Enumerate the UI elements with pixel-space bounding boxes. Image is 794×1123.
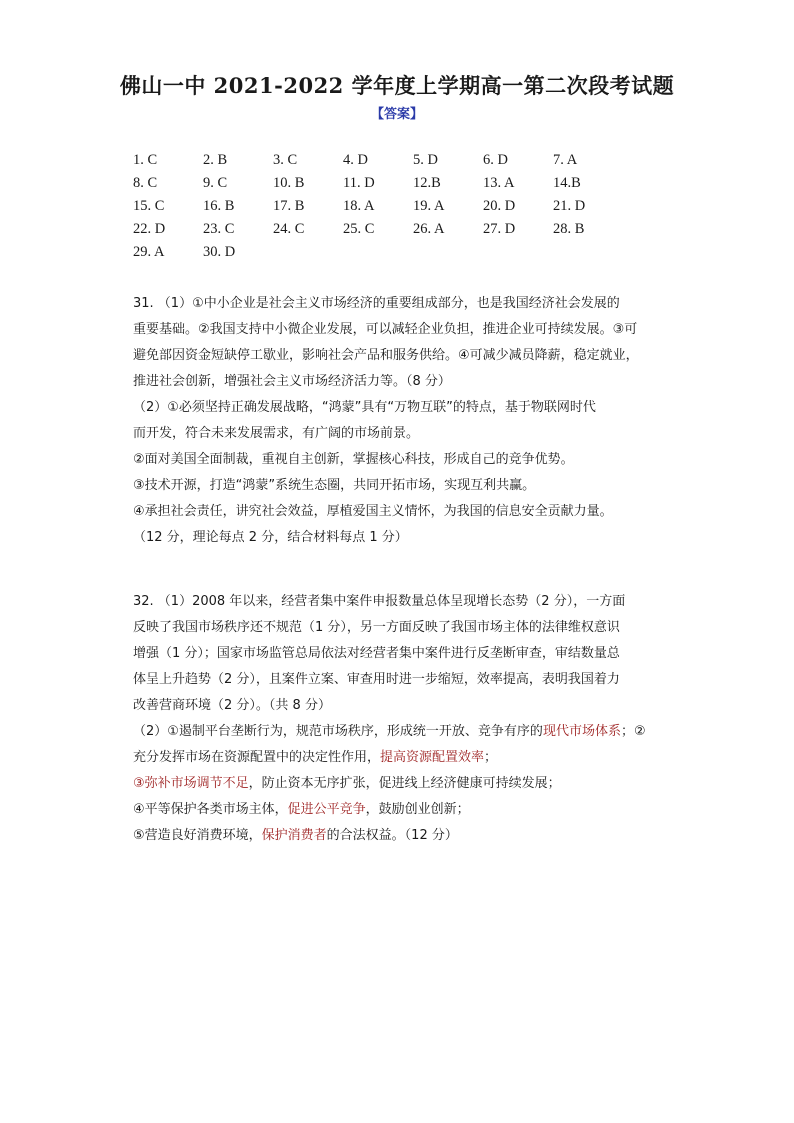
text-segment: ，防止资本无序扩张，促进线上经济健康可持续发展；: [248, 776, 561, 791]
q32-line: 增强（1 分）；国家市场监管总局依法对经营者集中案件进行反垄断审查，审结数量总: [133, 646, 620, 661]
mc-answer: 18. A: [343, 198, 375, 214]
question-32-answer: [133, 589, 673, 849]
mc-answer: 29. A: [133, 244, 165, 260]
q32-line: 反映了我国市场秩序还不规范（1 分），另一方面反映了我国市场主体的法律维权意识: [133, 620, 620, 635]
q31-line: （12 分，理论每点 2 分，结合材料每点 1 分）: [133, 530, 408, 545]
page-title: 佛山一中 2021-2022 学年度上学期高一第二次段考试题: [119, 73, 675, 98]
mc-answer: 2. B: [203, 152, 228, 168]
mc-answer: 11. D: [343, 175, 375, 191]
mc-answer: 16. B: [203, 198, 235, 214]
text-segment: ；②: [620, 724, 646, 739]
q32-part2-line4: [133, 797, 673, 823]
highlight-text: 保护消费者: [261, 828, 327, 843]
highlight-text: 现代市场体系: [542, 724, 621, 739]
q32-part2-line5: [133, 823, 673, 849]
mc-answer-grid: [133, 152, 623, 261]
mc-answer: 14.B: [553, 175, 581, 191]
text-segment: ，鼓励创业创新；: [365, 802, 470, 817]
mc-answer: 10. B: [273, 175, 305, 191]
mc-answer: 23. C: [203, 221, 235, 237]
mc-answer: 12.B: [413, 175, 441, 191]
mc-answer: 19. A: [413, 198, 445, 214]
text-segment: 充分发挥市场在资源配置中的决定性作用，: [133, 750, 381, 765]
q31-line: 而开发，符合未来发展需求，有广阔的市场前景。: [133, 426, 420, 441]
mc-answer: 25. C: [343, 221, 375, 237]
mc-answer: 30. D: [203, 244, 236, 260]
mc-answer: 6. D: [483, 152, 508, 168]
mc-answer: 5. D: [413, 152, 438, 168]
q31-line: 31. （1）①中小企业是社会主义市场经济的重要组成部分，也是我国经济社会发展的: [133, 296, 620, 311]
q31-line: ③技术开源，打造“鸿蒙”系统生态圈，共同开拓市场，实现互利共赢。: [133, 478, 536, 493]
q31-line: （2）①必须坚持正确发展战略，“鸿蒙”具有“万物互联”的特点，基于物联网时代: [133, 400, 596, 415]
mc-answer: 27. D: [483, 221, 516, 237]
q32-line: 体呈上升趋势（2 分），且案件立案、审查用时进一步缩短，效率提高，表明我国着力: [133, 672, 620, 687]
q32-part2-line3: [133, 771, 673, 797]
text-segment: （2）①遏制平台垄断行为，规范市场秩序，形成统一开放、竞争有序的: [133, 724, 543, 739]
question-31-answer: [133, 291, 673, 551]
mc-answer: 13. A: [483, 175, 515, 191]
text-segment: 的合法权益。（12 分）: [326, 828, 458, 843]
highlight-text: 促进公平竞争: [287, 802, 366, 817]
q31-line: 避免部因资金短缺停工歇业，影响社会产品和服务供给。④可减少减员降薪，稳定就业，: [133, 348, 639, 363]
mc-answer: 20. D: [483, 198, 516, 214]
highlight-text: 提高资源配置效率: [380, 750, 485, 765]
q32-line: 32. （1）2008 年以来，经营者集中案件申报数量总体呈现增长态势（2 分），一方面: [133, 594, 626, 609]
mc-answer: 9. C: [203, 175, 228, 191]
answer-tag: 【答案】: [370, 107, 423, 122]
q31-line: ④承担社会责任，讲究社会效益，厚植爱国主义情怀，为我国的信息安全贡献力量。: [133, 504, 613, 519]
mc-answer: 22. D: [133, 221, 166, 237]
q32-part2-line1: [133, 719, 673, 745]
mc-answer: 28. B: [553, 221, 585, 237]
text-segment: ④平等保护各类市场主体，: [133, 802, 288, 817]
mc-answer: 21. D: [553, 198, 586, 214]
text-segment: ；: [484, 750, 498, 765]
mc-answer: 7. A: [553, 152, 578, 168]
mc-answer: 3. C: [273, 152, 298, 168]
q31-line: ②面对美国全面制裁，重视自主创新，掌握核心科技，形成自己的竞争优势。: [133, 452, 574, 467]
mc-answer: 26. A: [413, 221, 445, 237]
mc-answer: 24. C: [273, 221, 305, 237]
mc-answer: 17. B: [273, 198, 305, 214]
q31-line: 重要基础。②我国支持中小微企业发展，可以减轻企业负担，推进企业可持续发展。③可: [133, 322, 638, 337]
mc-answer: 1. C: [133, 152, 158, 168]
highlight-text: ③弥补市场调节不足: [133, 776, 249, 791]
q32-part2-line2: [133, 745, 673, 771]
text-segment: ⑤营造良好消费环境，: [133, 828, 262, 843]
q32-line: 改善营商环境（2 分）。（共 8 分）: [133, 698, 331, 713]
q31-line: 推进社会创新，增强社会主义市场经济活力等。（8 分）: [133, 374, 451, 389]
mc-answer: 4. D: [343, 152, 368, 168]
mc-answer: 8. C: [133, 175, 158, 191]
mc-answer: 15. C: [133, 198, 165, 214]
